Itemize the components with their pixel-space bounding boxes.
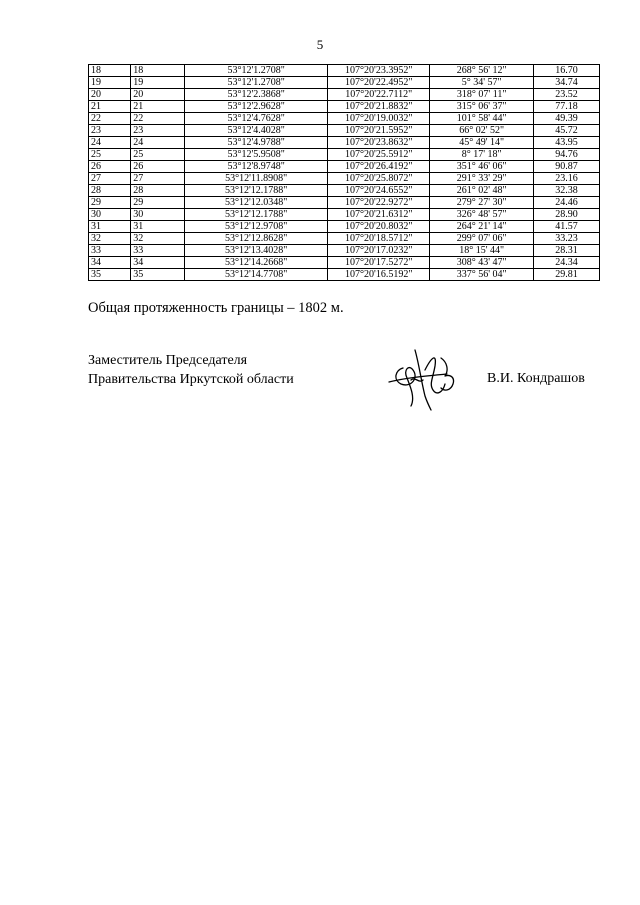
point-number-alt: 22	[131, 113, 185, 125]
point-number-alt: 32	[131, 233, 185, 245]
point-number-alt: 25	[131, 149, 185, 161]
distance-cell: 41.57	[534, 221, 600, 233]
point-number-alt: 35	[131, 269, 185, 281]
point-number-alt: 29	[131, 197, 185, 209]
point-number-alt: 20	[131, 89, 185, 101]
latitude-cell: 53°12'8.9748"	[185, 161, 328, 173]
table-row	[89, 113, 600, 125]
point-number-alt: 18	[131, 65, 185, 77]
table-row	[89, 149, 600, 161]
bearing-cell: 5° 34' 57"	[430, 77, 534, 89]
longitude-cell: 107°20'26.4192"	[328, 161, 430, 173]
longitude-cell: 107°20'23.8632"	[328, 137, 430, 149]
point-number: 27	[89, 173, 131, 185]
table-row	[89, 125, 600, 137]
longitude-cell: 107°20'22.7112"	[328, 89, 430, 101]
distance-cell: 24.46	[534, 197, 600, 209]
latitude-cell: 53°12'13.4028"	[185, 245, 328, 257]
point-number: 35	[89, 269, 131, 281]
latitude-cell: 53°12'14.7708"	[185, 269, 328, 281]
latitude-cell: 53°12'5.9508"	[185, 149, 328, 161]
distance-cell: 45.72	[534, 125, 600, 137]
point-number: 33	[89, 245, 131, 257]
distance-cell: 33.23	[534, 233, 600, 245]
table-row	[89, 77, 600, 89]
latitude-cell: 53°12'2.3868"	[185, 89, 328, 101]
table-row	[89, 233, 600, 245]
latitude-cell: 53°12'2.9628"	[185, 101, 328, 113]
longitude-cell: 107°20'20.8032"	[328, 221, 430, 233]
bearing-cell: 261° 02' 48"	[430, 185, 534, 197]
table-row	[89, 245, 600, 257]
longitude-cell: 107°20'19.0032"	[328, 113, 430, 125]
latitude-cell: 53°12'4.4028"	[185, 125, 328, 137]
point-number: 18	[89, 65, 131, 77]
point-number-alt: 23	[131, 125, 185, 137]
distance-cell: 29.81	[534, 269, 600, 281]
point-number-alt: 21	[131, 101, 185, 113]
page-number: 5	[316, 37, 324, 52]
point-number-alt: 24	[131, 137, 185, 149]
table-body	[89, 65, 600, 281]
longitude-cell: 107°20'21.5952"	[328, 125, 430, 137]
distance-cell: 23.52	[534, 89, 600, 101]
point-number: 21	[89, 101, 131, 113]
table-row	[89, 65, 600, 77]
longitude-cell: 107°20'22.9272"	[328, 197, 430, 209]
distance-cell: 16.70	[534, 65, 600, 77]
latitude-cell: 53°12'4.9788"	[185, 137, 328, 149]
point-number: 19	[89, 77, 131, 89]
signatory-title-line1: Заместитель Председателя	[88, 353, 248, 368]
longitude-cell: 107°20'17.0232"	[328, 245, 430, 257]
distance-cell: 94.76	[534, 149, 600, 161]
distance-cell: 43.95	[534, 137, 600, 149]
point-number: 20	[89, 89, 131, 101]
point-number-alt: 31	[131, 221, 185, 233]
table-row	[89, 257, 600, 269]
point-number: 31	[89, 221, 131, 233]
bearing-cell: 308° 43' 47"	[430, 257, 534, 269]
point-number-alt: 27	[131, 173, 185, 185]
boundary-coordinates-table	[88, 64, 600, 281]
longitude-cell: 107°20'16.5192"	[328, 269, 430, 281]
signatory-title-line2: Правительства Иркутской области	[88, 372, 294, 387]
bearing-cell: 268° 56' 12"	[430, 65, 534, 77]
distance-cell: 23.16	[534, 173, 600, 185]
bearing-cell: 18° 15' 44"	[430, 245, 534, 257]
table-row	[89, 161, 600, 173]
longitude-cell: 107°20'25.5912"	[328, 149, 430, 161]
latitude-cell: 53°12'12.1788"	[185, 185, 328, 197]
distance-cell: 90.87	[534, 161, 600, 173]
point-number: 30	[89, 209, 131, 221]
longitude-cell: 107°20'21.6312"	[328, 209, 430, 221]
bearing-cell: 291° 33' 29"	[430, 173, 534, 185]
latitude-cell: 53°12'4.7628"	[185, 113, 328, 125]
distance-cell: 49.39	[534, 113, 600, 125]
latitude-cell: 53°12'11.8908"	[185, 173, 328, 185]
point-number: 26	[89, 161, 131, 173]
bearing-cell: 66° 02' 52"	[430, 125, 534, 137]
point-number-alt: 19	[131, 77, 185, 89]
point-number: 29	[89, 197, 131, 209]
latitude-cell: 53°12'12.1788"	[185, 209, 328, 221]
bearing-cell: 8° 17' 18"	[430, 149, 534, 161]
table-row	[89, 197, 600, 209]
table-row	[89, 101, 600, 113]
bearing-cell: 337° 56' 04"	[430, 269, 534, 281]
distance-cell: 77.18	[534, 101, 600, 113]
point-number: 32	[89, 233, 131, 245]
distance-cell: 28.90	[534, 209, 600, 221]
longitude-cell: 107°20'25.8072"	[328, 173, 430, 185]
distance-cell: 24.34	[534, 257, 600, 269]
longitude-cell: 107°20'23.3952"	[328, 65, 430, 77]
table-row	[89, 137, 600, 149]
longitude-cell: 107°20'18.5712"	[328, 233, 430, 245]
table-row	[89, 209, 600, 221]
point-number-alt: 30	[131, 209, 185, 221]
table-row	[89, 89, 600, 101]
latitude-cell: 53°12'12.8628"	[185, 233, 328, 245]
distance-cell: 34.74	[534, 77, 600, 89]
table-row	[89, 221, 600, 233]
distance-cell: 28.31	[534, 245, 600, 257]
point-number: 24	[89, 137, 131, 149]
distance-cell: 32.38	[534, 185, 600, 197]
total-boundary-length: Общая протяженность границы – 1802 м.	[88, 300, 344, 316]
point-number-alt: 26	[131, 161, 185, 173]
point-number: 23	[89, 125, 131, 137]
handwritten-signature	[385, 340, 475, 412]
point-number: 25	[89, 149, 131, 161]
bearing-cell: 279° 27' 30"	[430, 197, 534, 209]
bearing-cell: 299° 07' 06"	[430, 233, 534, 245]
point-number: 22	[89, 113, 131, 125]
latitude-cell: 53°12'12.9708"	[185, 221, 328, 233]
latitude-cell: 53°12'1.2708"	[185, 65, 328, 77]
bearing-cell: 264° 21' 14"	[430, 221, 534, 233]
longitude-cell: 107°20'24.6552"	[328, 185, 430, 197]
point-number-alt: 34	[131, 257, 185, 269]
bearing-cell: 101° 58' 44"	[430, 113, 534, 125]
bearing-cell: 315° 06' 37"	[430, 101, 534, 113]
signatory-name: В.И. Кондрашов	[487, 371, 585, 386]
point-number: 34	[89, 257, 131, 269]
bearing-cell: 351° 46' 06"	[430, 161, 534, 173]
longitude-cell: 107°20'21.8832"	[328, 101, 430, 113]
point-number-alt: 33	[131, 245, 185, 257]
longitude-cell: 107°20'22.4952"	[328, 77, 430, 89]
latitude-cell: 53°12'12.0348"	[185, 197, 328, 209]
table-row	[89, 185, 600, 197]
bearing-cell: 45° 49' 14"	[430, 137, 534, 149]
longitude-cell: 107°20'17.5272"	[328, 257, 430, 269]
point-number: 28	[89, 185, 131, 197]
bearing-cell: 318° 07' 11"	[430, 89, 534, 101]
table-row	[89, 269, 600, 281]
point-number-alt: 28	[131, 185, 185, 197]
latitude-cell: 53°12'1.2708"	[185, 77, 328, 89]
bearing-cell: 326° 48' 57"	[430, 209, 534, 221]
table-row	[89, 173, 600, 185]
latitude-cell: 53°12'14.2668"	[185, 257, 328, 269]
